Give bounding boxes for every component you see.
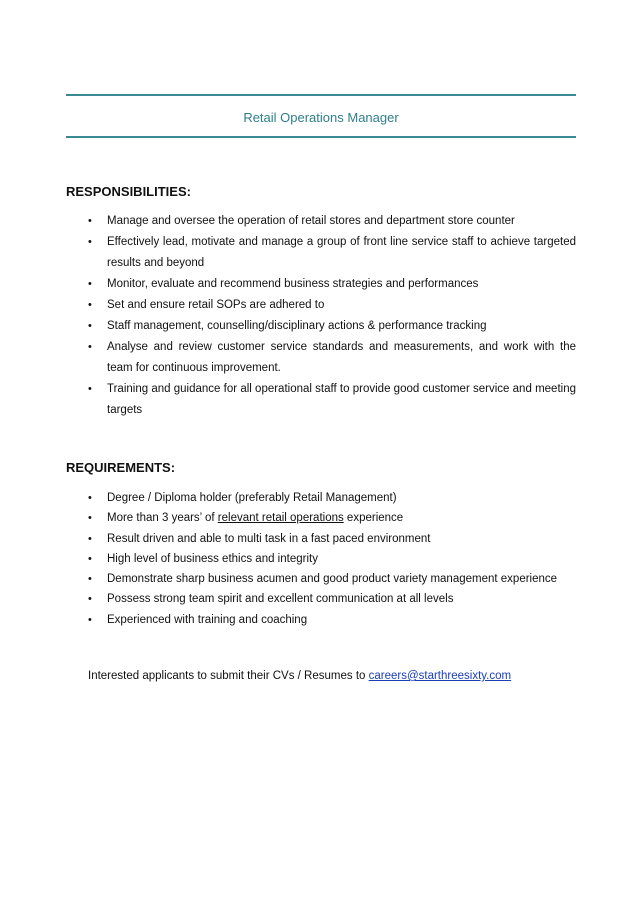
application-instructions — [88, 670, 511, 682]
bullet-icon: • — [88, 383, 92, 395]
relevant-experience-link[interactable]: relevant retail operations — [217, 512, 344, 525]
bullet-icon: • — [88, 532, 92, 545]
bullet-icon: • — [88, 593, 92, 606]
responsibilities-heading: RESPONSIBILITIES: — [66, 184, 191, 199]
list-item: • Degree / Diploma holder (preferably Retail Management) — [66, 488, 576, 508]
list-item: • More than 3 years’ of relevant retail operations experience — [66, 508, 576, 528]
email-link[interactable]: careers@starthreesixty.com — [368, 670, 512, 682]
requirements-list — [66, 488, 576, 630]
list-item: • Monitor, evaluate and recommend business strategies and performances — [66, 274, 576, 295]
list-item: • Experienced with training and coaching — [66, 610, 576, 630]
list-item: • Training and guidance for all operational staff to provide good customer service and meeting targets — [66, 379, 576, 421]
list-item: • Result driven and able to multi task in a fast paced environment — [66, 529, 576, 549]
title-band — [66, 94, 576, 138]
bullet-icon: • — [88, 552, 92, 565]
list-item: • Analyse and review customer service standards and measurements, and work with the team for continuous improvement. — [66, 337, 576, 379]
bullet-icon: • — [88, 299, 92, 311]
bullet-icon: • — [88, 320, 92, 332]
bullet-icon: • — [88, 573, 92, 586]
bullet-icon: • — [88, 512, 92, 525]
list-item: • Effectively lead, motivate and manage a group of front line service staff to achieve targeted results and beyond — [66, 232, 576, 274]
bullet-icon: • — [88, 236, 92, 248]
responsibilities-list — [66, 211, 576, 421]
bullet-icon: • — [88, 278, 92, 290]
list-item: • Possess strong team spirit and excellent communication at all levels — [66, 589, 576, 609]
requirements-heading: REQUIREMENTS: — [66, 460, 176, 475]
bullet-icon: • — [88, 215, 92, 227]
list-item: • Set and ensure retail SOPs are adhered to — [66, 295, 576, 316]
bullet-icon: • — [88, 492, 92, 504]
list-item: • Staff management, counselling/disciplinary actions & performance tracking — [66, 316, 576, 337]
list-item: • Manage and oversee the operation of retail stores and department store counter — [66, 211, 576, 232]
list-item: • Demonstrate sharp business acumen and good product variety management experience — [66, 569, 576, 589]
application-text: Interested applicants to submit their CVs / Resumes to — [88, 670, 369, 682]
bullet-icon: • — [88, 341, 92, 353]
bullet-icon: • — [88, 613, 92, 626]
page-title: Retail Operations Manager — [243, 110, 399, 125]
list-item: • High level of business ethics and integrity — [66, 549, 576, 569]
